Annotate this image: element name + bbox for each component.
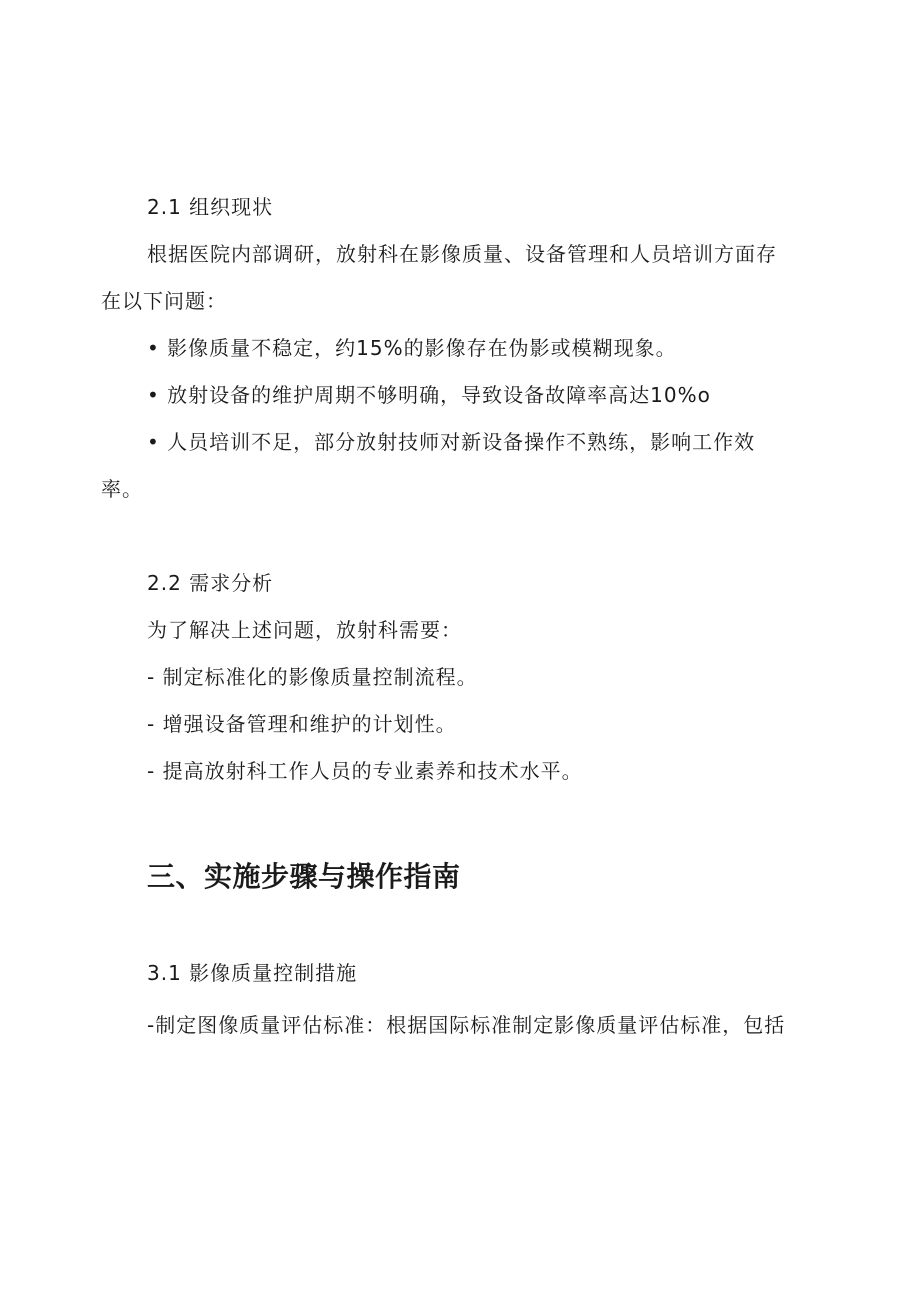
section-2-2-item1: - 制定标准化的影像质量控制流程。	[147, 665, 478, 689]
section-2-1-intro-line2: 在以下问题：	[101, 289, 227, 313]
section-2-2-item2: - 增强设备管理和维护的计划性。	[147, 712, 457, 736]
section-3-1-heading: 3.1 影像质量控制措施	[147, 961, 358, 985]
section-2-1-heading: 2.1 组织现状	[147, 195, 274, 219]
section-2-2-intro: 为了解决上述问题，放射科需要：	[147, 618, 462, 642]
section-2-1-bullet1: • 影像质量不稳定，约15%的影像存在伪影或模糊现象。	[147, 336, 677, 360]
section-3-1-line1: -制定图像质量评估标准：根据国际标准制定影像质量评估标准，包括	[147, 1013, 786, 1037]
section-2-1-bullet3-line1: • 人员培训不足，部分放射技师对新设备操作不熟练，影响工作效	[147, 430, 756, 454]
section-2-1-bullet3-line2: 率。	[101, 477, 143, 501]
section-2-1-intro-line1: 根据医院内部调研，放射科在影像质量、设备管理和人员培训方面存	[147, 242, 777, 266]
section-2-1-bullet2: • 放射设备的维护周期不够明确，导致设备故障率高达10%o	[147, 383, 711, 407]
chapter-3-title: 三、实施步骤与操作指南	[147, 860, 461, 893]
section-2-2-heading: 2.2 需求分析	[147, 571, 274, 595]
section-2-2-item3: - 提高放射科工作人员的专业素养和技术水平。	[147, 759, 583, 783]
